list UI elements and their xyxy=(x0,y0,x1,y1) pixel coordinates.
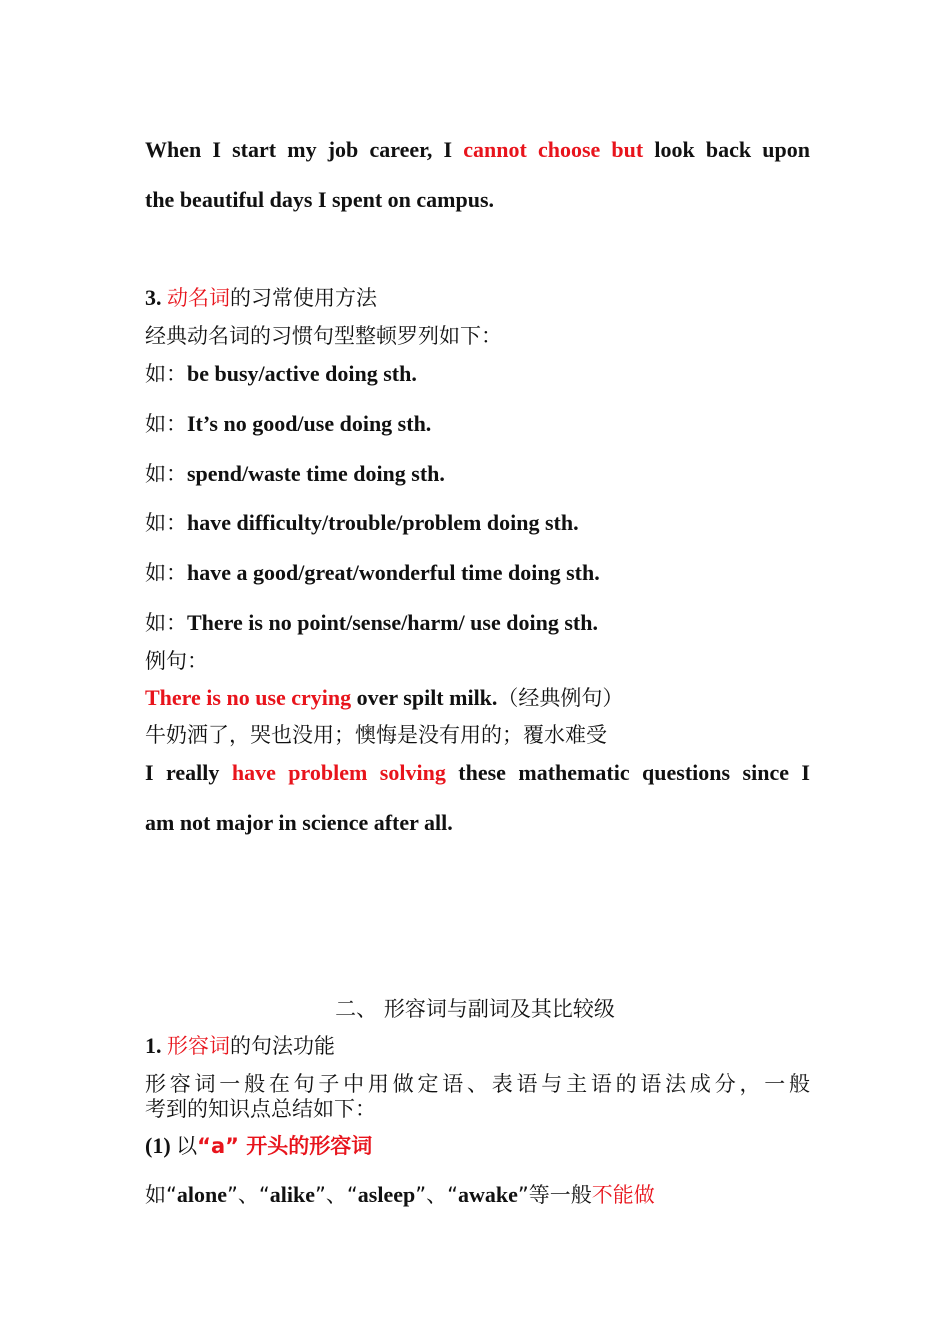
text-span: ”、“ xyxy=(227,1183,270,1207)
chapter-title: 二、 形容词与副词及其比较级 xyxy=(335,997,615,1021)
list-item-heading xyxy=(145,1133,810,1159)
pattern-prefix: 如： xyxy=(145,412,187,436)
heading-number: 1. xyxy=(145,1033,167,1058)
highlight-phrase: have problem solving xyxy=(231,760,446,785)
pattern-text: have difficulty/trouble/problem doing sth. xyxy=(187,510,579,535)
example-sentence-1 xyxy=(145,685,810,711)
pattern-item xyxy=(145,610,810,636)
pattern-prefix: 如： xyxy=(145,462,187,486)
heading-number: 3. xyxy=(145,285,167,310)
heading-keyword: 动名词 xyxy=(167,286,230,310)
highlight-phrase: cannot choose but xyxy=(463,137,644,162)
heading-text: 的句法功能 xyxy=(230,1034,335,1058)
text-span: over spilt milk. xyxy=(351,685,498,710)
pattern-prefix: 如： xyxy=(145,561,187,585)
word-example: asleep xyxy=(357,1182,416,1207)
gerund-intro: 经典动名词的习惯句型整顿罗列如下： xyxy=(145,324,502,348)
subsection-heading-adjective xyxy=(145,1033,810,1059)
example-label: 例句： xyxy=(145,649,208,673)
paragraph-line2: 考到的知识点总结如下： xyxy=(145,1097,376,1121)
sentence-career-line2: the beautiful days I spent on campus. xyxy=(145,187,495,212)
text-span: ”、“ xyxy=(415,1183,458,1207)
text-span: ”等一般 xyxy=(517,1183,592,1207)
highlight-phrase: “a” 开头的形容词 xyxy=(197,1134,373,1158)
pattern-prefix: 如： xyxy=(145,362,187,386)
pattern-item xyxy=(145,510,810,536)
sentence-career-line1 xyxy=(145,137,810,163)
pattern-text: have a good/great/wonderful time doing sth. xyxy=(187,560,600,585)
item-text: 以 xyxy=(176,1134,198,1158)
text-span: 如“ xyxy=(145,1183,177,1207)
pattern-item xyxy=(145,411,810,437)
highlight-phrase: There is no use crying xyxy=(145,685,352,710)
item-number: (1) xyxy=(145,1133,177,1158)
pattern-text: There is no point/sense/harm/ use doing sth. xyxy=(187,610,598,635)
text-span: ”、“ xyxy=(315,1183,358,1207)
paragraph-line1: 形容词一般在句子中用做定语、表语与主语的语法成分，一般 xyxy=(145,1072,810,1096)
text-span: I really xyxy=(145,760,232,785)
examples-line xyxy=(145,1182,810,1208)
example-note: （经典例句） xyxy=(497,686,624,710)
pattern-item xyxy=(145,361,810,387)
section-heading-gerund xyxy=(145,285,810,311)
pattern-text: It’s no good/use doing sth. xyxy=(187,411,432,436)
pattern-item xyxy=(145,461,810,487)
pattern-text: be busy/active doing sth. xyxy=(187,361,417,386)
word-example: awake xyxy=(458,1182,518,1207)
word-example: alike xyxy=(269,1182,316,1207)
text-span: these mathematic questions since I xyxy=(445,760,810,785)
text-span: When I start my job career, I xyxy=(145,137,464,162)
pattern-item xyxy=(145,560,810,586)
example-translation: 牛奶洒了，哭也没用；懊悔是没有用的；覆水难受 xyxy=(145,723,607,747)
highlight-phrase: 不能做 xyxy=(591,1183,655,1207)
pattern-prefix: 如： xyxy=(145,511,187,535)
pattern-prefix: 如： xyxy=(145,611,187,635)
word-example: alone xyxy=(176,1182,228,1207)
example-sentence-2-line2: am not major in science after all. xyxy=(145,810,453,835)
text-span: look back upon xyxy=(643,137,810,162)
pattern-text: spend/waste time doing sth. xyxy=(187,461,445,486)
example-sentence-2-line1 xyxy=(145,760,810,786)
heading-text: 的习常使用方法 xyxy=(230,286,377,310)
heading-keyword: 形容词 xyxy=(167,1034,230,1058)
